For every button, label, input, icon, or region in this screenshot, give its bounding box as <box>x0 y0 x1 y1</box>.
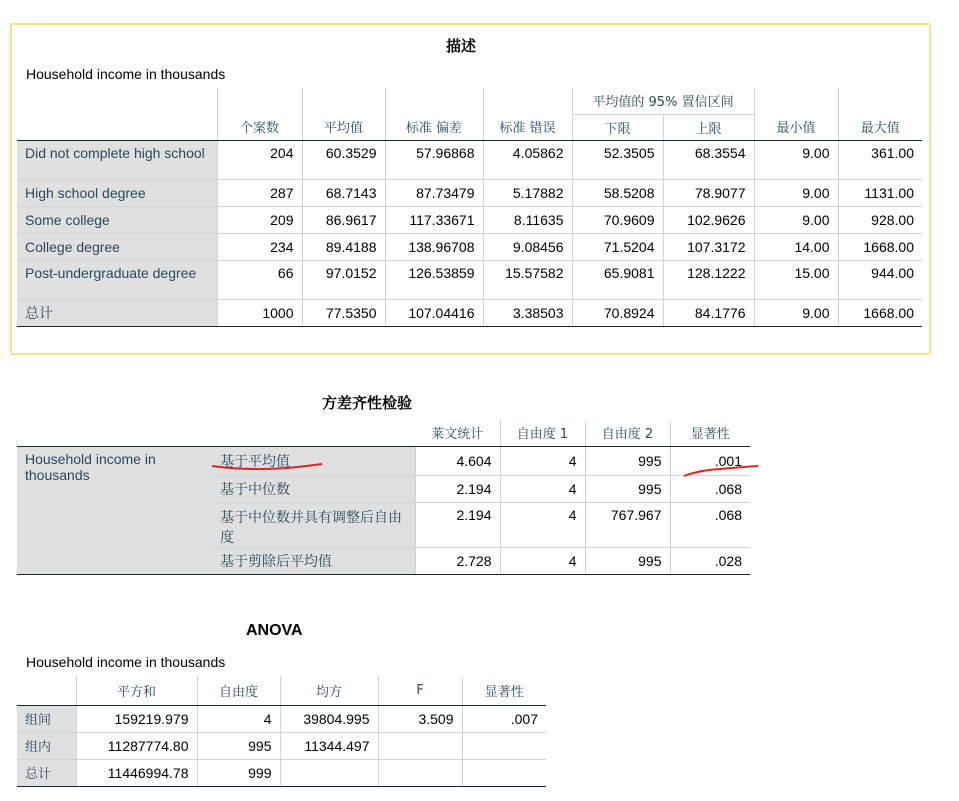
anova-title: ANOVA <box>246 622 303 639</box>
col-header: 个案数 <box>217 114 302 140</box>
table-row: College degree 234 89.4188 138.96708 9.08456 71.5204 107.3172 14.00 1668.00 <box>17 233 922 260</box>
col-header: 最小值 <box>754 114 838 140</box>
table-row: 组间 159219.979 4 39804.995 3.509 .007 <box>17 705 546 732</box>
col-header: 标准 偏差 <box>385 114 483 140</box>
row-label: 基于中位数并具有调整后自由度 <box>212 502 415 547</box>
col-header: 自由度 2 <box>585 420 670 446</box>
col-header: 自由度 1 <box>500 420 585 446</box>
table-row: Some college 209 86.9617 117.33671 8.11635 70.9609 102.9626 9.00 928.00 <box>17 206 922 233</box>
col-header: 平均值 <box>302 114 385 140</box>
col-header: 自由度 <box>197 676 280 705</box>
col-header: 最大值 <box>838 114 922 140</box>
col-header: 均方 <box>280 676 378 705</box>
col-header: 显著性 <box>670 420 750 446</box>
descriptives-variable-label: Household income in thousands <box>26 66 226 82</box>
descriptives-title: 描述 <box>446 37 477 55</box>
anova-table <box>17 676 546 787</box>
levene-table-wrap <box>17 420 750 575</box>
row-label: 总计 <box>17 759 76 786</box>
row-label: 基于剪除后平均值 <box>212 547 415 574</box>
table-row: Post-undergraduate degree 66 97.0152 126.53859 15.57582 65.9081 128.1222 15.00 944.00 <box>17 260 922 299</box>
col-header: 下限 <box>572 114 663 140</box>
table-row: 基于中位数 2.194 4 995 .068 <box>17 475 750 502</box>
descriptives-table-wrap <box>17 88 922 327</box>
row-label: Did not complete high school <box>17 140 217 179</box>
row-label: College degree <box>17 233 217 260</box>
table-row-total: 总计 1000 77.5350 107.04416 3.38503 70.8924 84.1776 9.00 1668.00 <box>17 299 922 326</box>
table-row: 基于中位数并具有调整后自由度 2.194 4 767.967 .068 <box>17 502 750 547</box>
row-label: 组内 <box>17 732 76 759</box>
table-row-total: 总计 11446994.78 999 <box>17 759 546 786</box>
ci-header: 平均值的 95% 置信区间 <box>572 88 754 114</box>
corner-cell <box>17 88 217 114</box>
col-header: 上限 <box>663 114 754 140</box>
col-header: F <box>378 676 462 705</box>
row-label: 基于平均值 <box>212 446 415 475</box>
col-header: 平方和 <box>76 676 197 705</box>
row-label: 组间 <box>17 705 76 732</box>
row-label: 总计 <box>17 299 217 326</box>
row-label: High school degree <box>17 179 217 206</box>
levene-title: 方差齐性检验 <box>322 394 413 412</box>
row-label: 基于中位数 <box>212 475 415 502</box>
table-row: Did not complete high school 204 60.3529 57.96868 4.05862 52.3505 68.3554 9.00 361.00 <box>17 140 922 179</box>
levene-table <box>17 420 750 575</box>
row-label: Some college <box>17 206 217 233</box>
table-row: Household income in thousands 基于平均值 4.604 4 995 .001 <box>17 446 750 475</box>
variable-label: Household income in thousands <box>17 446 212 574</box>
row-label: Post-undergraduate degree <box>17 260 217 299</box>
table-row: 组内 11287774.80 995 11344.497 <box>17 732 546 759</box>
anova-table-wrap <box>17 676 546 787</box>
descriptives-table <box>17 88 922 327</box>
col-header: 标准 错误 <box>483 114 572 140</box>
col-header: 显著性 <box>462 676 546 705</box>
anova-variable-label: Household income in thousands <box>26 654 226 670</box>
table-row: 基于剪除后平均值 2.728 4 995 .028 <box>17 547 750 574</box>
table-row: High school degree 287 68.7143 87.73479 5.17882 58.5208 78.9077 9.00 1131.00 <box>17 179 922 206</box>
col-header: 莱文统计 <box>415 420 500 446</box>
